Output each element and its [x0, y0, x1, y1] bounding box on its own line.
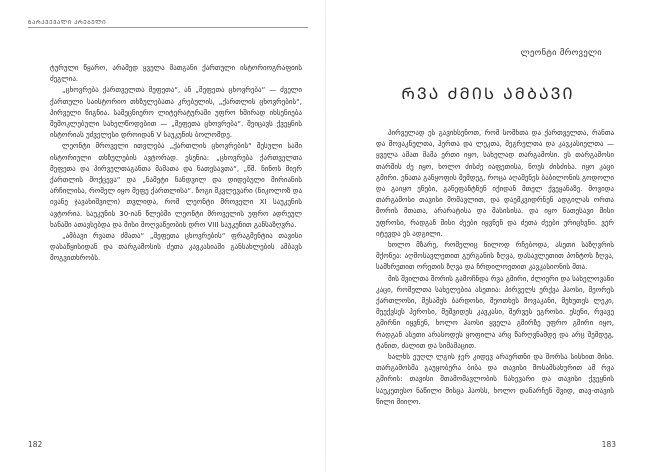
page-number-right: 183: [601, 440, 616, 449]
running-head-rule: [28, 27, 308, 28]
paragraph: ხალხს ეუღლ ლგის ჯერ კიდევ არაერთნი და შორსა სისხით მისი. თარგამოსმა გაუყობერა ბიბა და თავისი მოსამსახურით ამ რვა გმირის: თავისი შთამომავლობის ნახევარი და თავისი ქვეყნის საუკეთესო ნაწილი მისცა ჰაოსს, ხოლო დანარჩენ შვიდ, თავ-თავის წილი მიიღო.: [376, 353, 614, 406]
paragraph: პირველად ეს გავიხსენოთ, რომ სომხთა და ქართველთა, რანთა და მოვაკნელთა, ჰერთა და ლეკთა, მეგრელთა და კავკასიელთა — ყველა ამათ მამა ერთი იყო, სახელად თარგამოსი. ეს თარგამოსი თარშის ძე იყო, ხოლო ძისძე იაფეთისა, ნოეს ძისძისა. იყო კაცი გმირი. ენათა განყოფის შემდეგ, როცა აღაშენეს ბაბილონის გოდოლი და გაიყო ენები, განეფანტნენ იქიდან მთელ ქვეყანაზე. მოვიდა თარგამოსი თავისი მომავლით, და დაემკვიდრნენ ადგილას ორთა შორის მთათა, არარატისა და მასისისა. და იყო ნათესავი მისი უფროსი, რადგან მისი ძეები იყვნენ და ძეთა ძეები ურიცხვნი. ვერ იტევდა ეს ადგილი.: [376, 129, 614, 238]
paragraph: ლეონტი მროველი ითვლება „ქართლის ცხოვრების“ შესული სამი ისტორიული თხზულების ავტორად. ესენია: „ცხოვრება ქართველთა მეფეთა და პირველთაგანთა მამათა და ნათესავთა“, „წმ. ნინოს მიერ ქართლის მოქცევა“ და „ნამეტი ნანდვილ და დიდებული მირიანის არჩილისა, რომელ იყო მეფე ქართლისა“. ზოგი მკვლევარი (ნიკოლოზ და ივანე ჯავახიშვილი) თვლიდა, რომ ლეონტი მროველი XI საუკუნის ავტორია. საუკუნის 30-იან წლებში ლეონტი მროველის უფრო ადრეულ ხანაში ათავსებდა და მისი მოღვაწეობის დრო VIII საუკუნით განსაზღვრა.: [50, 142, 302, 229]
left-page-text: [50, 63, 302, 265]
paragraph: ტურული წყარო, არამედ ყველა მათგანი ქართული ისტორიოგრაფიის ძეგლია.: [50, 64, 302, 84]
running-head: ᲜᲐᲠᲙᲕᲔᲕᲐᲚᲘ ᲙᲠᲔᲑᲣᲚᲘ: [28, 20, 107, 26]
story-title: ᲠᲕᲐ ᲫᲛᲘᲡ ᲐᲛᲑᲐᲕᲘ: [401, 84, 575, 103]
right-page: [326, 0, 650, 472]
paragraph: ხოლო მზარე, რომელიც ნილოდ რჩებოდა, ასეთი საზღვრის მქონეა: აღმოსავლეთით გურგანის ზღვა, დასავლეთით პონტოს ზღვა, სამხრეთით ორეთის ზღვა და ჩრდილოეთით კავკასიონის მთა.: [376, 241, 614, 272]
page-number-left: 182: [28, 440, 43, 449]
paragraph: „ცხოვრება ქართველთა მეფეთა“, ან „მეფეთა ცხოვრება“ — ძველი ქართული საისტორიო თხზულებათა კრებულის, „ქართლის ცხოვრების“, პირველი წიგნია. სამეცნიერო ლიტერატურაში უფრო ხშირად იხსენიება შემოკლებული სახელწოდებით — „მეფეთა ცხოვრება“. შეიცავს ქვეყნის ისტორიას უძველესი დროიდან V საუკუნის ბოლომდე.: [50, 86, 302, 140]
right-page-text: [376, 128, 614, 408]
paragraph: „ამბავი რვათა ძმათა“ „მეფეთა ცხოვრების“ ფრაგმენტია თავისი დასაწყისიდან და თარგამოსის ძეთა კავკასიაში განსახლების ამბავს მოგვითხრობს.: [50, 232, 302, 263]
paragraph: მის შვილთა შორის გამოჩნდა რვა გმირი, ძლიერი და სახელოვანი კაცი, რომელთა სახელებია ასეთია: პირველს ერქვა ჰაოსი, მეორეს ქართლოსი, მესამეს ბარდოსი, მეოთხეს მოვაკანი, მეხუთეს ლეკი, მეექვსეს ჰეროსი, მეშვიდეს კავკასი, მერვეს ეგროსი. ესენი, რვავე გმირნი იყვნენ, ხოლო ჰაოსი ყველა გმირზე უფრო გმირი იყო, რადგან ასეთი არასოდეს ყოფილა არც წარღვნამდე და არც შემდეგ, ტანით, ძალით და სიმამაცით.: [376, 274, 614, 350]
author-name: ლეონტი მროველი: [520, 48, 602, 58]
